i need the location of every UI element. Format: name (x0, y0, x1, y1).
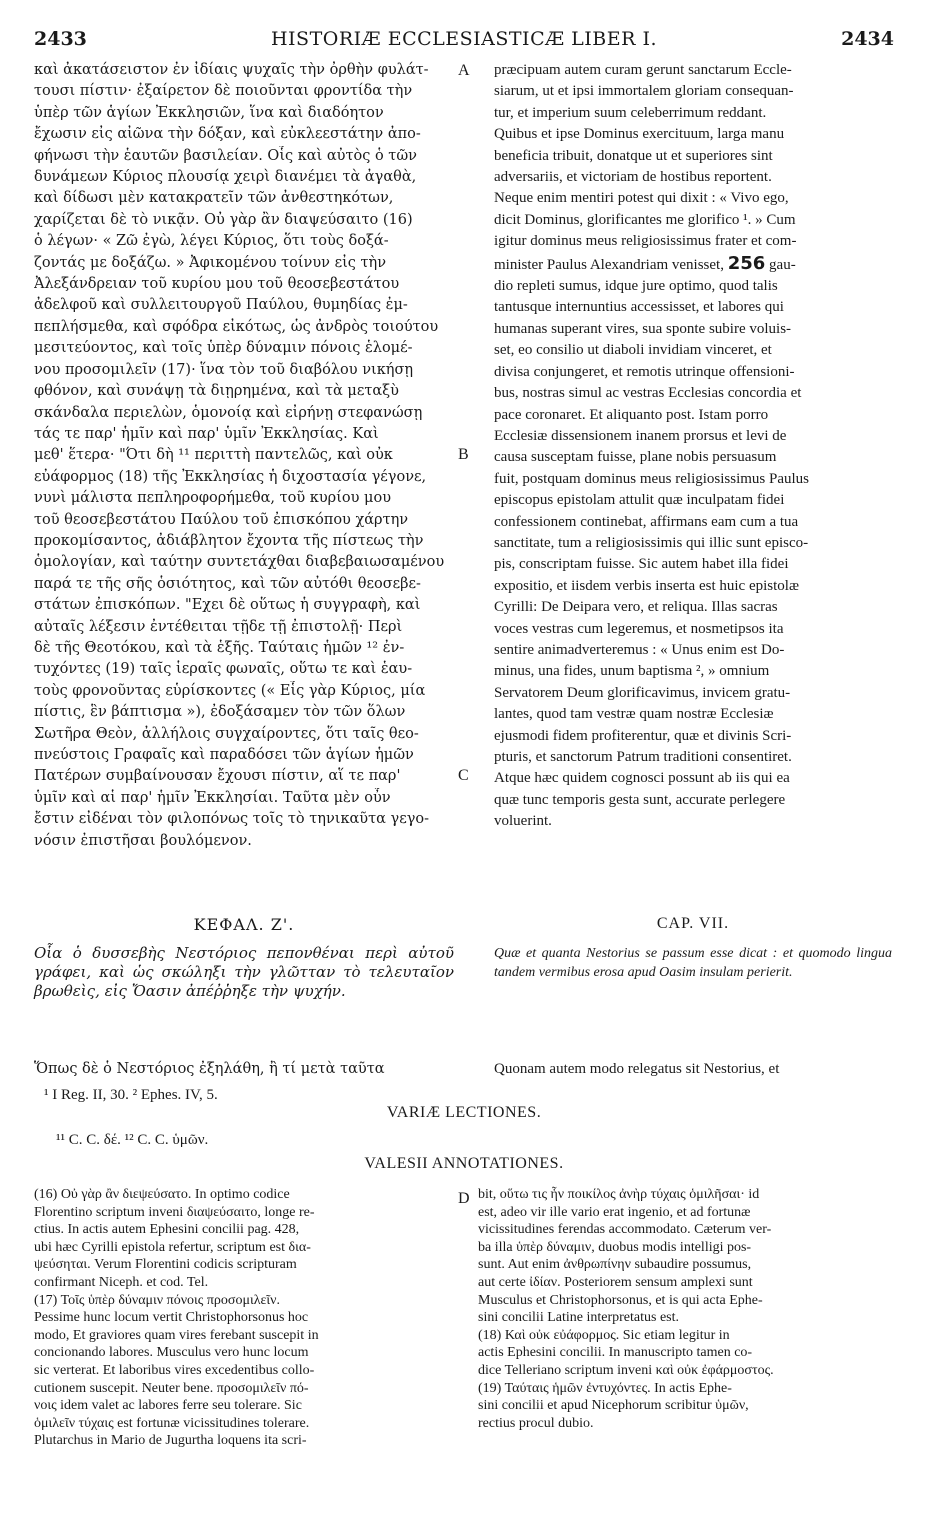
latin-text-line: episcopus epistolam attulit quæ inculpatam fidei (494, 492, 785, 509)
greek-text-line: ὑπὲρ τῶν ἁγίων Ἐκκλησιῶν, ἵνα καὶ διαδόητον (34, 104, 384, 121)
annotation-line: bit, οὕτω τις ἦν ποικίλος ἀνὴρ τύχαις ὁμιλῆσαι· id (478, 1187, 760, 1202)
latin-text-line: Cyrilli: De Deipara vero, et reliqua. Illas sacras (494, 599, 778, 616)
margin-letter-d: D (458, 1190, 470, 1207)
greek-text-line: ὁ λέγων· « Ζῶ ἐγὼ, λέγει Κύριος, ὅτι τοὺς δοξά- (34, 233, 389, 250)
variae-lectiones-title: VARIÆ LECTIONES. (386, 1104, 542, 1121)
greek-text-line: πνεύστοις Γραφαῖς καὶ παραδόσει τῶν ἁγίων ἡμῶν (34, 747, 414, 763)
annotation-line: rectius procul dubio. (478, 1415, 594, 1431)
greek-text-line: νυνὶ μάλιστα πεπληροφορήμεθα, τοῦ κυρίου μου (34, 490, 392, 507)
latin-text-line: ejusmodi fidem profiterentur, quæ et divinis Scri- (494, 727, 792, 744)
greek-text-line: τοῦ θεοσεβεστάτου Παύλου τοῦ ἐπισκόπου χάρτην (34, 511, 409, 528)
greek-text-line: Σωτῆρα Θεὸν, ἀλλήλοις συγχαίροντες, ὅτι ταῖς θεο- (34, 725, 419, 742)
latin-text-line: adversariis, et victoriam de hostibus reportent. (494, 169, 772, 186)
latin-column (494, 60, 892, 833)
running-title: HISTORIÆ ECCLESIASTICÆ LIBER I. (270, 28, 658, 50)
latin-text-line: pace coronaret. Et aliquanto post. Istam porro (494, 406, 769, 423)
greek-column (34, 60, 454, 852)
latin-text-line: pturis, et sanctorum Patrum traditioni consentiret. (494, 749, 792, 765)
latin-text-line: tantusque internuntius accessisset, et labores qui (494, 299, 784, 316)
annotation-line: Pessime hunc locum vertit Christophorsonus hoc (34, 1310, 309, 1326)
latin-text-line: Ecclesiæ dissensionem inanem prorsus et levi de (494, 427, 787, 444)
latin-text-line: sentire animadverteremus : « Unus enim est Do- (494, 641, 785, 658)
latin-text-line: bus, nostras simul ac vestras Ecclesias concordia et (494, 385, 802, 402)
latin-text-line: Servatorem Deum glorificavimus, invicem gratu- (494, 684, 791, 701)
column-number: 256 (727, 252, 766, 274)
latin-line-part: minister Paulus Alexandriam venisset, (494, 256, 724, 273)
greek-text-line: δὲ τῆς Θεοτόκου, καὶ τὰ ἑξῆς. Ταύταις ἡμῶν ¹² ἐν- (34, 639, 405, 656)
annotation-line: Plutarchus in Mario de Jugurtha loquens ita scri- (34, 1433, 307, 1449)
latin-text-line: præcipuam autem curam gerunt sanctarum Eccle- (494, 62, 792, 78)
page-number-right: 2434 (841, 28, 894, 50)
greek-text-line: ὁμολογίαν, καὶ ταύτην συντετάχθαι διαβεβαιωσαμένου (34, 554, 445, 571)
greek-text-line: τυχόντες (19) ταῖς ἱεραῖς φωναῖς, οὕτω τε καὶ ἑαυ- (34, 661, 413, 678)
greek-text-line: σκάνδαλα περιελὼν, ὁμονοίᾳ καὶ εἰρήνῃ στεφανώσῃ (34, 404, 423, 421)
greek-text-line: πίστις, ἓν βάπτισμα »), ἐδοξάσαμεν τὸν τῶν ὅλων (34, 704, 406, 721)
annotation-line: ctius. In actis autem Ephesini concilii pag. 428, (34, 1222, 300, 1238)
latin-text-line: Neque enim mentiri potest qui dixit : « Vivo ego, (494, 190, 789, 207)
latin-text-line: set, eo consilio ut diaboli invidiam vinceret, et (494, 342, 772, 359)
greek-text-line: μεσιτεύοντος, καὶ τοῖς ὑπὲρ δύναμιν πόνοις ἑλομέ- (34, 340, 413, 357)
greek-text-line: αὐταῖς λέξεσιν ἐντέθειται τῇδε τῇ ἐπιστολῇ· Περὶ (34, 618, 403, 635)
annotation-line: vicissitudines ferendas accommodato. Cæterum ver- (478, 1222, 772, 1238)
annotation-line: sunt. Aut enim ἀνθρωπίνην subaudire possumus, (478, 1257, 752, 1273)
greek-text-line: παρά τε τῆς σῆς ὁσιότητος, καὶ τῶν αὐτόθι θεοσεβε- (34, 575, 421, 592)
annotation-line: actis Ephesini concilii. In manuscripto tamen co- (478, 1345, 753, 1361)
annotation-line: sic verterat. Et laboribus vires excedentibus collo- (34, 1362, 315, 1378)
latin-text-line: minus, una fides, unum baptisma ², » omnium (494, 663, 770, 680)
chapter-summary-latin: Quæ et quanta Nestorius se passum esse dicat : et quomodo lingua tandem vermibus erosa apud Oasim insulam perierit. (494, 946, 892, 980)
annotation-line: dice Telleriano scriptum inveni καὶ οὐκ ἐφάρμοστος. (478, 1362, 774, 1378)
annotation-line: ὁμιλεῖν τύχαις est fortunæ vicissitudines tolerare. (34, 1415, 310, 1431)
greek-text-line: Ἀλεξάνδρειαν τοῦ κυρίου μου τοῦ θεοσεβεστάτου (34, 276, 400, 293)
annotation-line: sini concilii et apud Nicephorum scribitur ὑμῶν, (478, 1398, 749, 1414)
annotation-line: (16) Οὐ γὰρ ἂν διεψεύσατο. In optimo codice (34, 1187, 290, 1202)
annotation-line: ψεύσηται. Verum Florentini codicis scripturam (34, 1257, 297, 1273)
latin-line-part: gau- (769, 256, 796, 273)
annotation-line: aut certe ἰδίαν. Posteriorem sensum amplexi sunt (478, 1274, 753, 1290)
annotation-line: (18) Καὶ οὐκ εὐάφορμος. Sic etiam legitur in (478, 1327, 730, 1343)
greek-text-line: πεπλήσμεθα, καὶ σφόδρα εἰκότως, ὡς ἀνδρὸς τοιούτου (34, 318, 439, 335)
greek-text-line: ἀδελφοῦ καὶ συλλειτουργοῦ Παύλου, θυμηδίας ἐμ- (34, 297, 408, 314)
annotation-line: concionando labores. Musculus vero hunc locum (34, 1345, 309, 1361)
annotations-right-column (478, 1186, 892, 1432)
chapter-start-greek: Ὅπως δὲ ὁ Νεστόριος ἐξηλάθη, ἢ τί μετὰ ταῦτα (34, 1061, 385, 1077)
latin-text-line: sanctitate, tum a religiosissimis qui illic sunt episco- (494, 534, 809, 551)
latin-text-line: quæ tunc temporis gesta sunt, accurate perlegere (494, 791, 786, 808)
annotation-line: confirmant Niceph. et cod. Tel. (34, 1274, 209, 1290)
greek-text-line: νου προσομιλεῖν (17)· ἵνα τὸν τοῦ διαβόλου νικήσῃ (34, 361, 414, 378)
greek-text-line: τάς τε παρ' ἡμῖν καὶ παρ' ὑμῖν Ἐκκλησίας. Καὶ (34, 425, 379, 442)
latin-text-line: voces vestras cum legeremus, et nosmetipsos ita (494, 620, 784, 637)
greek-text-line: προκομίσαντος, ἀδιάβλητον ἔχοντα τῆς πίστεως τὴν (34, 532, 424, 549)
greek-text-line: καὶ δίδωσι μὲν κατακρατεῖν τῶν ἀνθεστηκότων, (34, 190, 394, 207)
footnotes: ¹ I Reg. II, 30. ² Ephes. IV, 5. (44, 1087, 218, 1103)
annotation-line: Florentino scriptum inveni διαψεύσαιτο, longe re- (34, 1204, 315, 1220)
chapter-start-latin: Quonam autem modo relegatus sit Nestorius, et (494, 1061, 780, 1077)
latin-line-with-column-number (494, 253, 892, 276)
greek-text-line: τοὺς φρονοῦντας εὑρίσκοντες (« Εἷς γὰρ Κύριος, μία (34, 682, 426, 699)
annotation-line: Musculus et Christophorsonus, et is qui acta Ephe- (478, 1292, 763, 1308)
latin-text-line: confessionem continebat, affirmans eam cum a tua (494, 513, 799, 530)
page-header (34, 28, 894, 54)
latin-text-line: pis, conscriptam fuisse. Sic autem habet illa fidei (494, 556, 789, 573)
annotation-line: νοις idem valet ac labores ferre seu tolerare. Sic (34, 1398, 302, 1414)
greek-text-line: στάτων ἐπισκόπων. "Εχει δὲ οὕτως ἡ συγγραφὴ, καὶ (34, 597, 421, 614)
greek-text-line: ἔχωσιν εἰς αἰῶνα τὴν δόξαν, καὶ εὐκλεεστάτην ἀπο- (34, 126, 421, 143)
margin-letter-b: B (458, 446, 469, 463)
latin-text-line: Quibus et ipse Dominus exercituum, larga manu (494, 126, 785, 143)
greek-text-line: τουσι πίστιν· ἐξαίρετον δὲ ποιοῦνται φροντίδα τὴν (34, 83, 413, 100)
latin-text-line: voluerint. (494, 813, 552, 830)
latin-text-line: dio repleti sumus, idque jure optimo, quod talis (494, 278, 778, 295)
chapter-title-latin: CAP. VII. (656, 915, 730, 932)
latin-text-line: igitur dominus meus religiosissimus frater et com- (494, 233, 797, 250)
latin-text-line: Atque hæc quidem cognosci possunt ab iis qui ea (494, 770, 790, 787)
greek-text-line: ζοντάς με δοξάζω. » Ἀφικομένου τοίνυν εἰς τὴν (34, 254, 387, 271)
annotation-line: (17) Τοῖς ὑπὲρ δύναμιν πόνοις προσομιλεῖν. (34, 1292, 280, 1308)
greek-text-line: μεθ' ἕτερα· "Ότι δὴ ¹¹ περιττὴ παντελῶς, καὶ οὐκ (34, 447, 393, 464)
latin-text-line: beneficia tribuit, donatque ut et superiores sint (494, 147, 773, 164)
valesii-annotationes-title: VALESII ANNOTATIONES. (364, 1155, 564, 1172)
greek-text-line: εὐάφορμος (18) τῆς Ἐκκλησίας ἡ διχοστασία γέγονε, (34, 468, 427, 485)
greek-text-line: ἔστιν εἰδέναι τὸν φιλοπόνως τοῖς τὸ τηνικαῦτα γεγο- (34, 811, 430, 828)
greek-text-line: φήνωσι τὴν ἑαυτῶν βασιλείαν. Οἷς καὶ αὐτὸς ὁ τῶν (34, 147, 417, 164)
annotation-line: ba illa ὑπὲρ δύναμιν, duobus modis intelligi pos- (478, 1239, 752, 1255)
latin-text-line: fuit, postquam dominus meus religiosissimus Paulus (494, 470, 810, 487)
greek-text-line: νόσιν ἐπιστῆσαι βουλόμενον. (34, 832, 252, 849)
annotation-line: ubi hæc Cyrilli epistola refertur, scriptum est δια- (34, 1239, 311, 1255)
latin-text-line: dicit Dominus, glorificantes me glorifico ¹. » Cum (494, 211, 796, 228)
greek-text-line: καὶ ἀκατάσειστον ἐν ἰδίαις ψυχαῖς τὴν ὀρθὴν φυλάτ- (34, 62, 429, 78)
latin-text-line: divisa conjungeret, et remotis utrinque offensioni- (494, 363, 795, 380)
chapter-title-greek: ΚΕΦΑΛ. Ζ'. (193, 915, 295, 934)
latin-text-line: causa susceptam fuisse, plane nobis persuasum (494, 449, 777, 466)
annotation-line: modo, Et graviores quam vires ferebant suscepit in (34, 1327, 319, 1343)
latin-text-line: humanas superant vires, sua sponte subire voluis- (494, 320, 792, 337)
latin-text-line: siarum, ut et ipsi immortalem gloriam consequan- (494, 83, 794, 100)
chapter-summary-greek: Οἷα ὁ δυσσεβὴς Νεστόριος πεπονθέναι περὶ αὐτοῦ γράφει, καὶ ὡς σκώληξι τὴν γλῶτταν τὸ τελευταῖον βρωθεὶς, εἰς Ὄασιν ἀπέῤῥηξε τὴν ψυχήν. (34, 944, 454, 1000)
latin-text-line: tur, et imperium suum celeberrimum reddant. (494, 104, 767, 121)
greek-text-line: δυνάμεων Κύριος πλουσίᾳ χειρὶ διανέμει τὰ ἀγαθὰ, (34, 169, 417, 186)
annotations-left-column (34, 1186, 454, 1450)
margin-letter-c: C (458, 767, 469, 784)
annotation-line: est, adeo vir ille vario erat ingenio, et ad fortunæ (478, 1204, 751, 1220)
margin-letter-a: A (458, 62, 470, 79)
latin-text-line: lantes, quod tam vestræ quam nostræ Ecclesiæ (494, 706, 774, 723)
annotation-line: cutionem suscepit. Neuter bene. προσομιλεῖν πό- (34, 1380, 309, 1396)
annotation-line: (19) Ταύταις ἡμῶν ἐντυχόντες. In actis Ephe- (478, 1380, 732, 1396)
latin-text-line: expositio, et iisdem verbis inserta est huic epistolæ (494, 577, 799, 594)
page-number-left: 2433 (34, 28, 87, 50)
greek-text-line: ὑμῖν καὶ αἱ παρ' ἡμῖν Ἐκκλησίαι. Ταῦτα μὲν οὖν (34, 789, 391, 806)
greek-text-line: Πατέρων συμβαίνουσαν ἔχουσι πίστιν, αἵ τε παρ' (34, 768, 401, 785)
annotation-line: sini concilii Latine interpretatus est. (478, 1310, 679, 1326)
variae-lectiones-text: ¹¹ C. C. δέ. ¹² C. C. ὑμῶν. (56, 1132, 209, 1148)
greek-text-line: χαρίζεται δὲ τὸ νικᾷν. Οὐ γὰρ ἂν διαψεύσαιτο (16) (34, 211, 413, 228)
greek-text-line: φθόνον, καὶ συνάψῃ τὰ διῃρημένα, καὶ τὰ μεταξὺ (34, 383, 399, 400)
